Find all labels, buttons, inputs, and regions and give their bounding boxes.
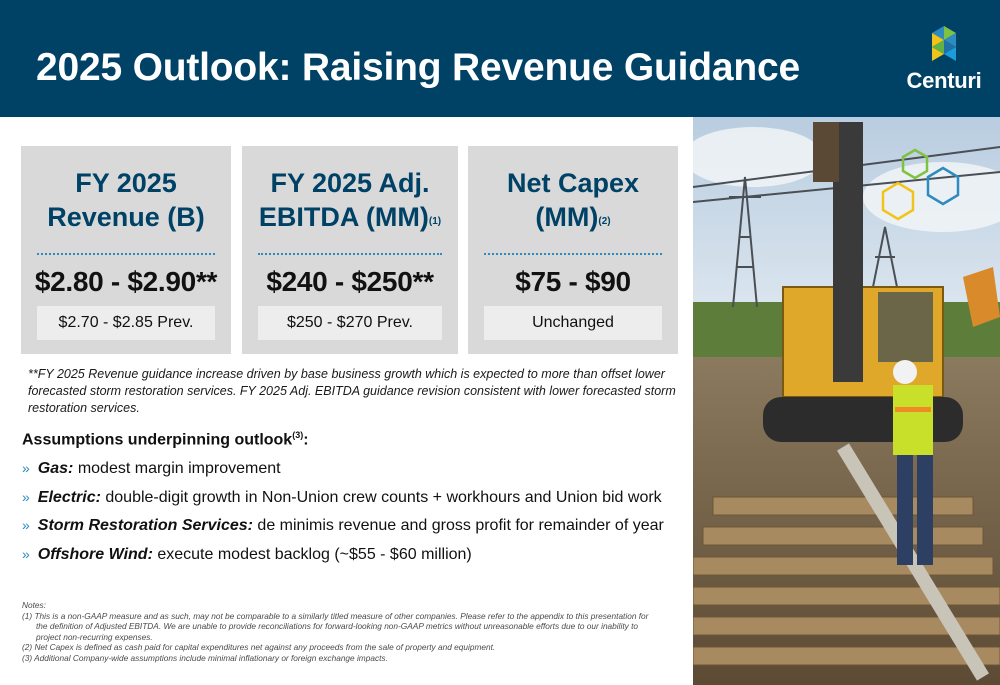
centuri-logo [904, 22, 984, 98]
card-previous: Unchanged [484, 306, 662, 340]
chevron-right-icon: » [22, 489, 30, 505]
worksite-photo-illustration [693, 117, 1000, 685]
card-heading [242, 166, 458, 241]
card-previous: $2.70 - $2.85 Prev. [37, 306, 215, 340]
adj-ebitda-guidance-card [242, 146, 458, 354]
note-1-cont: the definition of Adjusted EBITDA. We are unable to provide reconciliations for forward-looking non-GAAP metrics without unreasonable efforts due to our inability to [36, 621, 638, 632]
card-heading [21, 166, 231, 234]
assumption-bullet-storm [22, 517, 664, 535]
guidance-footnote: **FY 2025 Revenue guidance increase driven by base business growth which is expected to more than offset lower forecasted storm restoration services. FY 2025 Adj. EBITDA guidance revision consistent with lower forecasted storm restoration services. [28, 367, 676, 415]
card-heading-line2 [468, 200, 678, 241]
assumption-bullet-offshore-wind [22, 546, 472, 564]
chevron-right-icon: » [22, 460, 30, 476]
card-value: $75 - $90 [515, 266, 631, 297]
card-heading-line2-text: EBITDA (MM) [258, 202, 429, 232]
net-capex-guidance-card [468, 146, 678, 354]
bullet-text: double-digit growth in Non-Union crew counts + workhours and Union bid work [100, 489, 662, 506]
note-2: (2) Net Capex is defined as cash paid for capital expenditures net against any proceeds from the sale of property and equipment. [22, 642, 496, 653]
card-value: $2.80 - $2.90** [34, 266, 218, 297]
chevron-right-icon: » [22, 517, 30, 533]
card-heading [468, 166, 678, 241]
note-1-cont2: project non-recurring expenses. [36, 631, 153, 642]
note-1: (1) This is a non-GAAP measure and as such, may not be comparable to a similarly titled measure of other companies. Please refer to the appendix to this presentation for [22, 610, 649, 621]
notes-heading: Notes: [22, 600, 46, 610]
logo-wordmark: Centuri [906, 68, 982, 93]
assumptions-heading-text: Assumptions underpinning outlook [22, 431, 293, 449]
card-heading-line2 [21, 200, 231, 234]
centuri-logo-mark-icon [904, 22, 984, 68]
footnote-marker: (1) [428, 216, 442, 227]
assumption-bullet-gas [22, 460, 281, 478]
card-heading-line2-text: (MM) [535, 202, 599, 232]
bullet-label: Offshore Wind: [37, 546, 153, 563]
card-heading-line1: FY 2025 Adj. [270, 168, 430, 198]
assumptions-heading [22, 430, 309, 449]
dotted-divider [258, 253, 442, 255]
card-heading-line1: Net Capex [506, 168, 640, 198]
footnote-marker: (2) [598, 216, 611, 227]
card-heading-line2-text: Revenue (B) [47, 202, 205, 232]
assumptions-heading-suffix: : [303, 431, 309, 449]
card-previous: $250 - $270 Prev. [258, 306, 442, 340]
bullet-text: modest margin improvement [73, 460, 281, 477]
bullet-text: execute modest backlog (~$55 - $60 million) [152, 546, 472, 563]
dotted-divider [484, 253, 662, 255]
header-bar [0, 0, 1000, 117]
bullet-label: Storm Restoration Services: [37, 517, 253, 534]
bullet-text: de minimis revenue and gross profit for remainder of year [252, 517, 664, 534]
chevron-right-icon: » [22, 546, 30, 562]
dotted-divider [37, 253, 215, 255]
note-3: (3) Additional Company-wide assumptions include minimal inflationary or foreign exchange impacts. [22, 652, 388, 663]
assumption-bullet-electric [22, 489, 662, 507]
notes-section [22, 600, 682, 664]
bullet-label: Electric: [37, 489, 101, 506]
card-heading-line1: FY 2025 [75, 168, 177, 198]
footnote-marker: (3) [292, 430, 304, 440]
card-heading-line2 [242, 200, 458, 241]
page-title: 2025 Outlook: Raising Revenue Guidance [36, 46, 800, 89]
bullet-label: Gas: [37, 460, 74, 477]
card-value: $240 - $250** [266, 266, 434, 297]
worksite-photo [693, 117, 1000, 685]
revenue-guidance-card [21, 146, 231, 354]
